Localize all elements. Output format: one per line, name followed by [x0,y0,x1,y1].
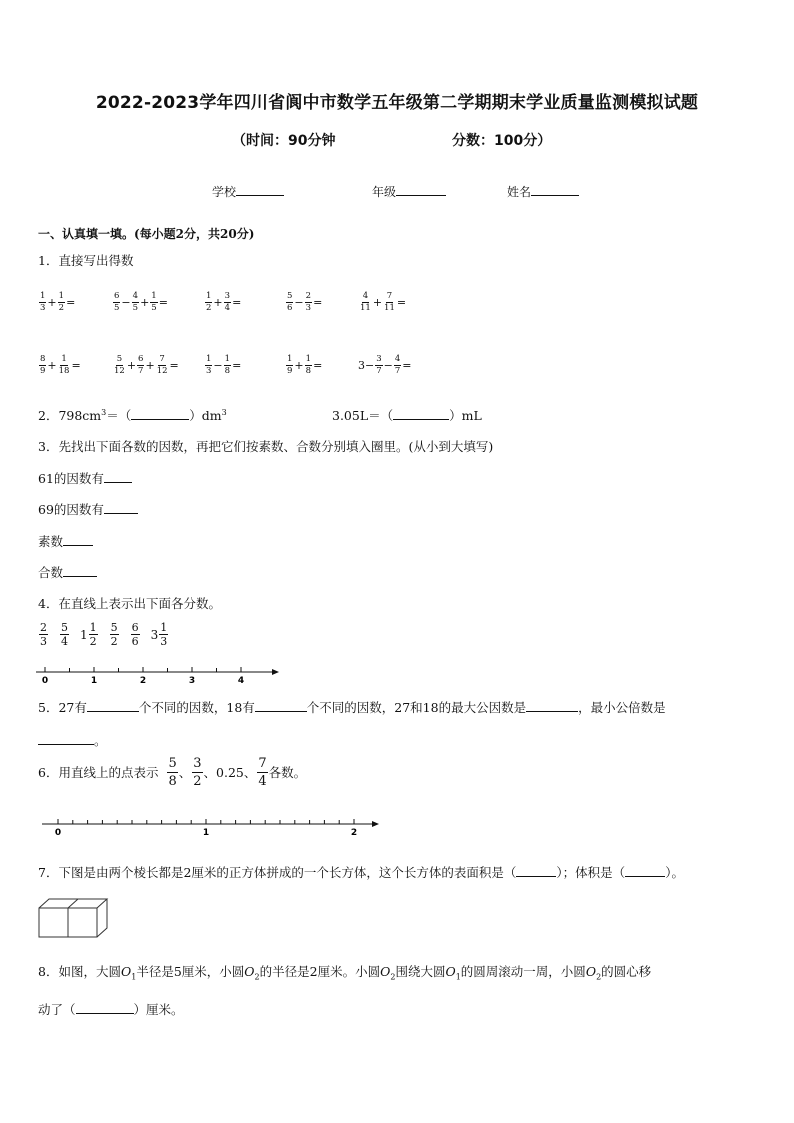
fraction [224,292,231,312]
q8-text-a: 8．如图，大圆 [38,964,121,979]
fraction [58,292,65,312]
fraction [286,355,293,375]
operator: = [313,295,323,309]
q4-fraction [130,622,141,647]
numerator: 2 [40,621,47,634]
q8-sub: 1 [455,972,461,982]
q1-expression [358,292,406,312]
q2-text-c: ）dm [189,408,222,423]
q6-f2-num: 3 [193,755,202,771]
operator: + [47,358,57,372]
tick-label: 2 [350,828,358,838]
page-title: 2022-2023学年四川省阆中市数学五年级第二学期期末学业质量监测模拟试题 [95,93,699,113]
numerator: 1 [206,354,212,364]
q7-text-b: ）；体积是（ [556,865,626,880]
numerator: 4 [132,291,139,301]
numerator: 6 [138,354,144,364]
q8-text-h: ）厘米。 [133,1002,184,1017]
q6-f1-num: 5 [168,755,177,771]
q6-f1-den: 8 [168,773,177,789]
q5-text-c: 个不同的因数，27和18的最大公因数是 [306,700,527,715]
whole-part: 3 [150,627,159,642]
denominator: 8 [224,365,231,376]
q3-label-3: 素数 [38,534,64,549]
fraction [150,292,157,312]
denominator: 5 [132,302,139,313]
q5-blank-3[interactable] [526,711,578,712]
denominator: 2 [58,302,65,313]
denominator: 3 [40,635,47,648]
numerator: 3 [224,291,231,301]
operator: = [232,295,242,309]
fraction [39,292,46,312]
operator: + [140,295,150,309]
numerator: 1 [287,354,293,364]
numerator: 4 [394,354,401,364]
q8-sub: 2 [390,972,396,982]
q3-blank-1[interactable] [104,482,132,483]
operator: − [121,295,131,309]
fraction [132,292,139,312]
operator: = [71,358,81,372]
fraction [113,355,126,375]
q7-blank-1[interactable] [516,876,556,877]
denominator: 3 [206,365,212,376]
q2-text-a: 2．798cm [38,408,102,423]
grade-field [372,183,446,200]
q1-expression [38,292,75,312]
numerator: 3 [376,354,382,364]
q6-f3-den: 4 [258,773,267,789]
q6-text-end: 各数。 [268,765,307,780]
operator: + [145,358,155,372]
numerator: 1 [89,621,97,634]
q2-left [38,406,227,424]
fraction [375,355,382,375]
fraction [39,355,46,375]
numerator: 6 [114,291,120,301]
q2-sup: 3 [101,407,107,417]
q8-o: O [120,964,132,979]
q5-line-2 [38,731,107,749]
denominator: 5 [151,302,157,313]
q1-expression [112,292,168,312]
denominator: 6 [131,635,139,648]
q5-text-d: ，最小公倍数是 [578,700,666,715]
q4-fraction [38,622,49,647]
q7-text-a: 7．下图是由两个棱长都是2厘米的正方体拼成的一个长方体，这个长方体的表面积是（ [38,865,517,880]
q2-text-b: ＝（ [106,408,132,423]
q1-expression [112,355,179,375]
denominator: 3 [305,302,312,313]
q4-fraction [109,622,120,647]
school-label: 学校 [212,185,237,199]
q7-text-c: ）。 [665,865,684,880]
q6-fraction-3 [257,757,267,788]
operator: − [294,295,304,309]
operator: 3− [358,358,375,372]
q2-text-e: ）mL [449,408,482,423]
q3-line-4 [38,563,97,581]
fraction [359,292,372,312]
fraction [305,292,312,312]
denominator: 12 [114,365,125,376]
operator: = [66,295,76,309]
q8-o: O [244,964,255,979]
arrow-icon [272,669,279,675]
operator: + [126,358,137,372]
numerator: 1 [61,354,67,364]
tick-label: 0 [54,828,62,838]
q5-blank-2[interactable] [255,711,307,712]
q6-sep-2: 、0.25、 [203,765,257,780]
name-blank[interactable] [531,195,579,196]
numerator: 1 [224,354,231,364]
operator: + [294,358,304,372]
fraction [58,355,71,375]
q7-line [38,863,684,881]
numerator: 5 [116,354,123,364]
operator: = [169,358,179,372]
q1-expression [204,355,241,375]
fraction [113,292,120,312]
denominator: 4 [224,302,231,313]
cuboid-side [97,899,107,937]
q3-label-2: 69的因数有 [38,502,104,517]
tick-label: 4 [237,676,245,686]
q1-expression [358,355,412,375]
operator: + [372,295,383,309]
denominator: 2 [89,635,97,648]
denominator: 2 [110,635,118,648]
q8-line-2 [38,1000,184,1018]
cube-2-front [68,908,97,937]
fraction [89,622,98,647]
numerator: 4 [362,291,369,301]
q5-blank-1[interactable] [87,711,139,712]
q6-text-a: 6．用直线上的点表示 [38,765,159,780]
denominator: 7 [376,365,382,376]
q8-sub: 2 [596,972,602,982]
q6-f2-den: 2 [193,773,202,789]
q6-fraction-2 [192,757,202,788]
fraction [39,622,48,647]
q8-text-c: 的半径是2厘米。小圆 [259,964,381,979]
q4-fraction [59,622,70,647]
fraction [159,622,168,647]
name-field [507,183,579,200]
q3-text: 3．先找出下面各数的因数，再把它们按素数、合数分别填入圈里。(从小到大填写) [38,439,494,454]
numerator: 2 [305,291,312,301]
numerator: 5 [61,621,68,634]
cube-1-front [39,908,68,937]
tick-label: 1 [202,828,210,838]
denominator: 7 [138,365,144,376]
q4-text: 4．在直线上表示出下面各分数。 [38,596,221,611]
numerator: 1 [58,291,65,301]
q3-label-4: 合数 [38,565,64,580]
q6-f3-num: 7 [258,755,267,771]
q7-blank-2[interactable] [625,876,665,877]
q8-sub: 2 [254,972,260,982]
numerator: 5 [287,291,293,301]
q5-line-1 [38,698,666,716]
fraction [110,622,119,647]
q1-expression [285,292,322,312]
name-label: 姓名 [507,185,532,199]
q4-fraction [80,622,99,647]
denominator: 9 [287,365,293,376]
fraction [305,355,312,375]
q2-right [332,406,482,424]
cube-divider-top [68,899,78,908]
q1-expression [38,355,81,375]
operator: = [232,358,242,372]
q5-text-e: 。 [94,733,107,748]
fraction [60,622,69,647]
numerator: 5 [110,621,118,634]
q2-blank-1[interactable] [131,419,189,420]
q8-blank[interactable] [76,1013,134,1014]
q4-fractions [38,622,179,647]
fraction [286,292,293,312]
q8-line-1 [38,962,651,982]
q8-text-f: 的圆心移 [601,964,652,979]
denominator: 3 [160,635,168,648]
grade-label: 年级 [372,185,397,199]
q6-fraction-1 [167,757,177,788]
denominator: 7 [394,365,401,376]
tick-label: 2 [139,676,147,686]
numerator: 1 [151,291,157,301]
numerator: 1 [160,621,168,634]
q8-text-b: 半径是5厘米，小圆 [136,964,245,979]
tick-label: 0 [41,676,49,686]
q5-blank-4[interactable] [38,744,94,745]
denominator: 12 [156,365,168,376]
numerator: 8 [40,354,46,364]
q4-fraction [151,622,170,647]
denominator: 6 [287,302,293,313]
operator: + [47,295,57,309]
q1-row-2 [0,355,794,379]
q4-number-line [36,664,286,688]
q6-line [38,752,306,792]
q8-text-e: 的圆周滚动一周，小圆 [460,964,586,979]
q1-row-1 [0,292,794,316]
score-label: 分数：100分） [452,133,552,149]
cuboid-figure [38,898,110,940]
numerator: 6 [131,621,139,634]
denominator: 2 [206,302,212,313]
grade-blank[interactable] [396,195,446,196]
q2-blank-2[interactable] [393,419,449,420]
fraction [205,355,212,375]
operator: = [396,295,407,309]
denominator: 11 [384,302,395,313]
denominator: 4 [61,635,68,648]
arrow-icon [372,821,379,827]
fraction [205,292,212,312]
q6-number-line [42,812,387,842]
numerator: 7 [386,291,393,301]
q3-line-1 [38,469,132,487]
whole-part: 1 [80,627,88,642]
operator: = [158,295,168,309]
q8-text-g: 动了（ [38,1002,76,1017]
fraction [137,355,144,375]
operator: = [313,358,323,372]
denominator: 3 [40,302,46,313]
fraction [383,292,396,312]
operator: = [402,358,412,372]
q3-line-2 [38,500,138,518]
denominator: 9 [40,365,46,376]
denominator: 18 [58,365,70,376]
q3-blank-3[interactable] [63,545,93,546]
q8-o: O [585,964,597,979]
time-label: （时间：90分钟 [232,133,336,149]
q8-o: O [380,964,391,979]
school-field [212,183,284,200]
numerator: 1 [206,291,212,301]
q1-expression [204,292,241,312]
fraction [394,355,401,375]
fraction [131,622,140,647]
operator: − [383,358,393,372]
numerator: 1 [40,291,46,301]
denominator: 11 [360,302,371,313]
numerator: 7 [159,354,165,364]
operator: + [213,295,223,309]
q3-label-1: 61的因数有 [38,471,104,486]
q5-text-b: 个不同的因数，18有 [138,700,255,715]
section-heading: 一、认真填一填。(每小题2分，共20分) [38,227,255,241]
q8-o: O [445,964,456,979]
q3-line-3 [38,532,93,550]
q6-sep-1: 、 [178,765,192,780]
school-blank[interactable] [236,195,284,196]
q5-text-a: 5．27有 [38,700,87,715]
operator: − [213,358,223,372]
q1-expression [285,355,322,375]
q2-text-d: 3.05L＝（ [332,408,394,423]
q3-blank-2[interactable] [104,513,138,514]
fraction [224,355,231,375]
q8-text-d: 围绕大圆 [395,964,446,979]
q2-sup-2: 3 [221,407,227,417]
q3-blank-4[interactable] [63,576,97,577]
tick-label: 3 [188,676,196,686]
denominator: 5 [114,302,120,313]
q8-sub: 1 [131,972,137,982]
denominator: 8 [305,365,312,376]
numerator: 1 [305,354,312,364]
fraction [156,355,169,375]
q1-text: 1．直接写出得数 [38,253,134,268]
tick-label: 1 [90,676,98,686]
